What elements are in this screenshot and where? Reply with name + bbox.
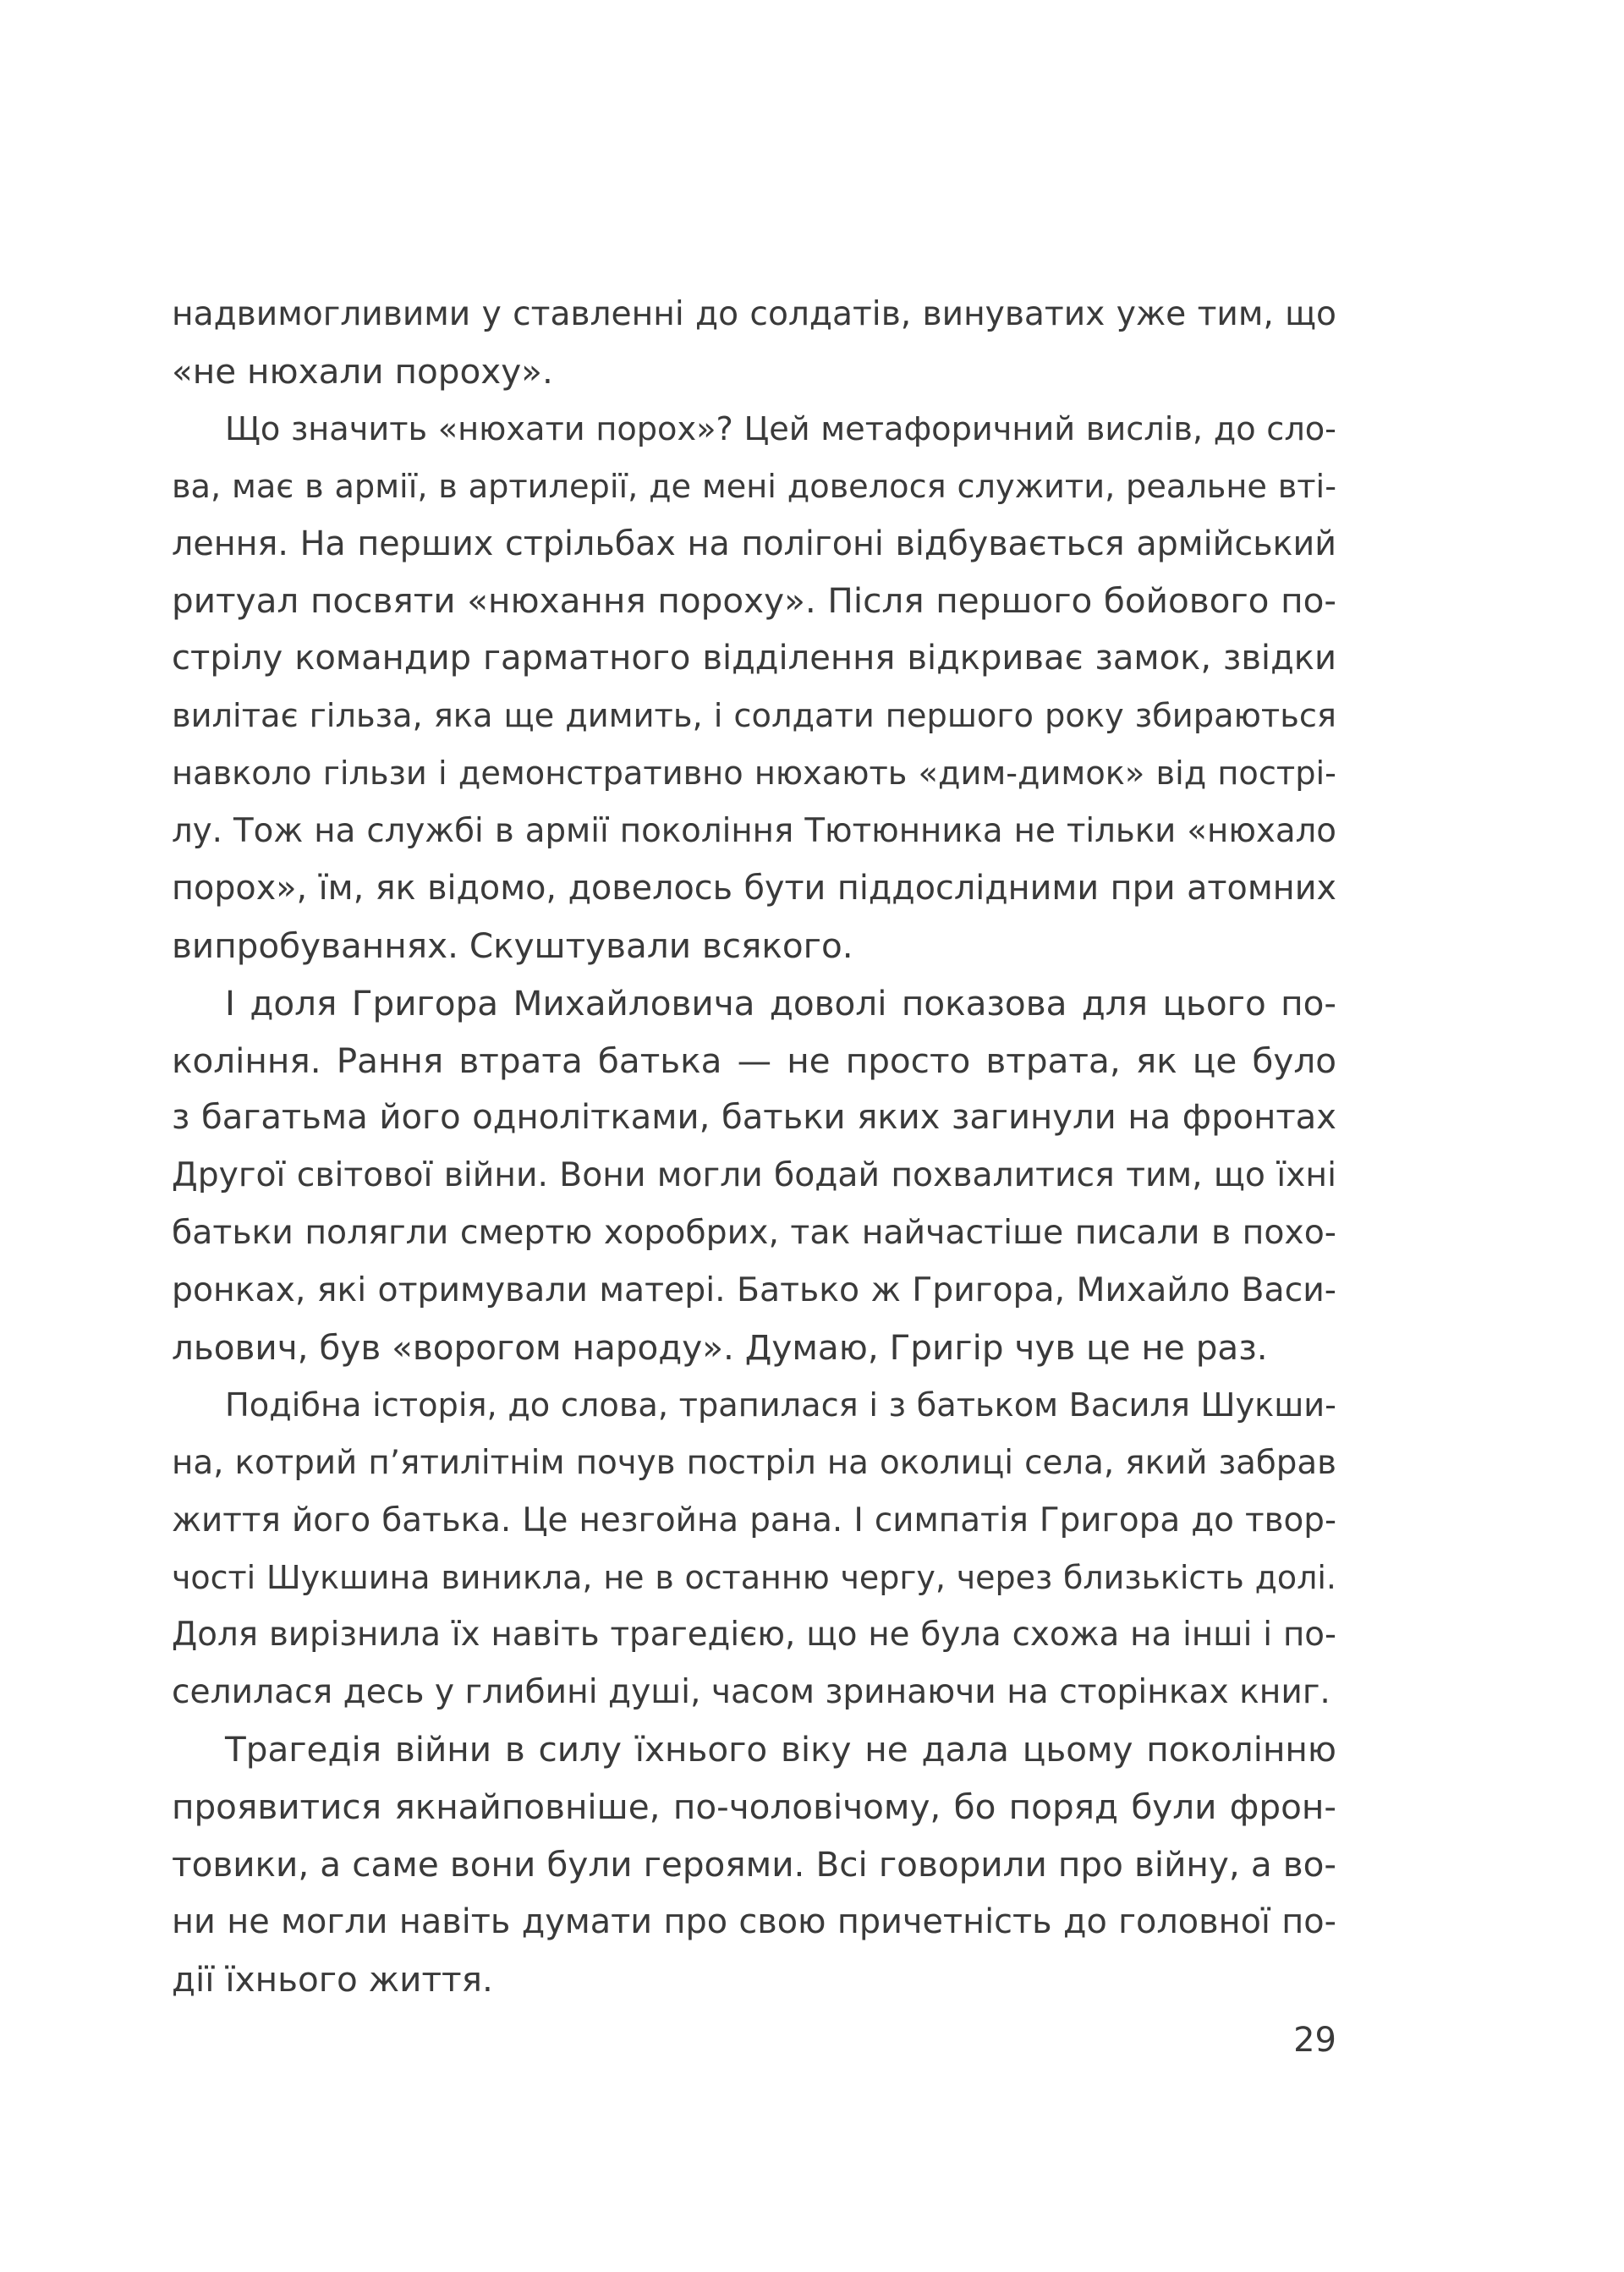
text-line: вилітає гільза, яка ще димить, і солдати першого року збираються	[172, 697, 1336, 736]
paragraph	[172, 975, 1336, 1377]
text-line: чості Шукшина виникла, не в останню чергу, через близькість долі.	[172, 1558, 1336, 1596]
text-line: лу. Тож на службі в армії покоління Тютюнника не тільки «нюхало	[172, 812, 1336, 851]
text-line: проявитися якнайповніше, по-чоловічому, бо поряд були фрон-	[172, 1786, 1336, 1828]
text-line: ва, має в армії, в артилерії, де мені довелося служити, реальне вті-	[172, 467, 1336, 506]
text-line: Доля вирізнила їх навіть трагедією, що не була схожа на інші і по-	[172, 1616, 1336, 1655]
paragraph	[172, 401, 1336, 975]
paragraph	[172, 1377, 1336, 1721]
text-line: Другої світової війни. Вони могли бодай похвалитися тим, що їхні	[172, 1156, 1336, 1195]
body-text	[172, 286, 1336, 2009]
page-number: 29	[1293, 2021, 1336, 2060]
text-line: навколо гільзи і демонстративно нюхають «дим-димок» від пострі-	[172, 755, 1336, 793]
text-line: Що значить «нюхати порох»? Цей метафоричний вислів, до сло-	[225, 409, 1336, 448]
text-line: стрілу командир гарматного відділення відкриває замок, звідки	[172, 639, 1336, 678]
text-line: з багатьма його однолітками, батьки яких загинули на фронтах	[172, 1098, 1336, 1138]
text-line: на, котрий п’ятилітнім почув постріл на околиці села, який забрав	[172, 1443, 1336, 1482]
text-line: дії їхнього життя.	[172, 1958, 493, 2000]
text-line: ритуал посвяти «нюхання пороху». Після першого бойового по-	[172, 580, 1336, 622]
text-line: Трагедія війни в силу їхнього віку не дала цьому поколінню	[225, 1729, 1336, 1770]
text-line: випробуваннях. Скуштували всякого.	[172, 925, 853, 966]
paragraph	[172, 286, 1336, 401]
text-line: життя його батька. Це незгойна рана. І симпатія Григора до твор-	[172, 1501, 1336, 1539]
text-line: порох», їм, як відомо, довелось бути піддослідними при атомних	[172, 868, 1336, 908]
text-line: «не нюхали пороху».	[172, 350, 553, 392]
text-line: лення. На перших стрільбах на полігоні відбувається армійський	[172, 524, 1336, 563]
paragraph	[172, 1721, 1336, 2008]
text-line: Подібна історія, до слова, трапилася і з батьком Василя Шукши-	[225, 1386, 1336, 1424]
text-line: льович, був «ворогом народу». Думаю, Григір чув це не раз.	[172, 1327, 1268, 1369]
text-line: надвимогливими у ставленні до солдатів, винуватих уже тим, що	[172, 295, 1336, 333]
text-line: ни не могли навіть думати про свою причетність до головної по-	[172, 1902, 1336, 1941]
text-line: селилася десь у глибині душі, часом зринаючи на сторінках книг.	[172, 1673, 1330, 1712]
text-line: товики, а саме вони були героями. Всі говорили про війну, а во-	[172, 1844, 1336, 1885]
text-line: коління. Рання втрата батька — не просто втрата, як це було	[172, 1040, 1336, 1081]
text-line: батьки полягли смертю хоробрих, так найчастіше писали в похо-	[172, 1213, 1336, 1253]
text-line: ронках, які отримували матері. Батько ж Григора, Михайло Васи-	[172, 1270, 1336, 1310]
text-line: І доля Григора Михайловича доволі показова для цього по-	[225, 982, 1336, 1023]
